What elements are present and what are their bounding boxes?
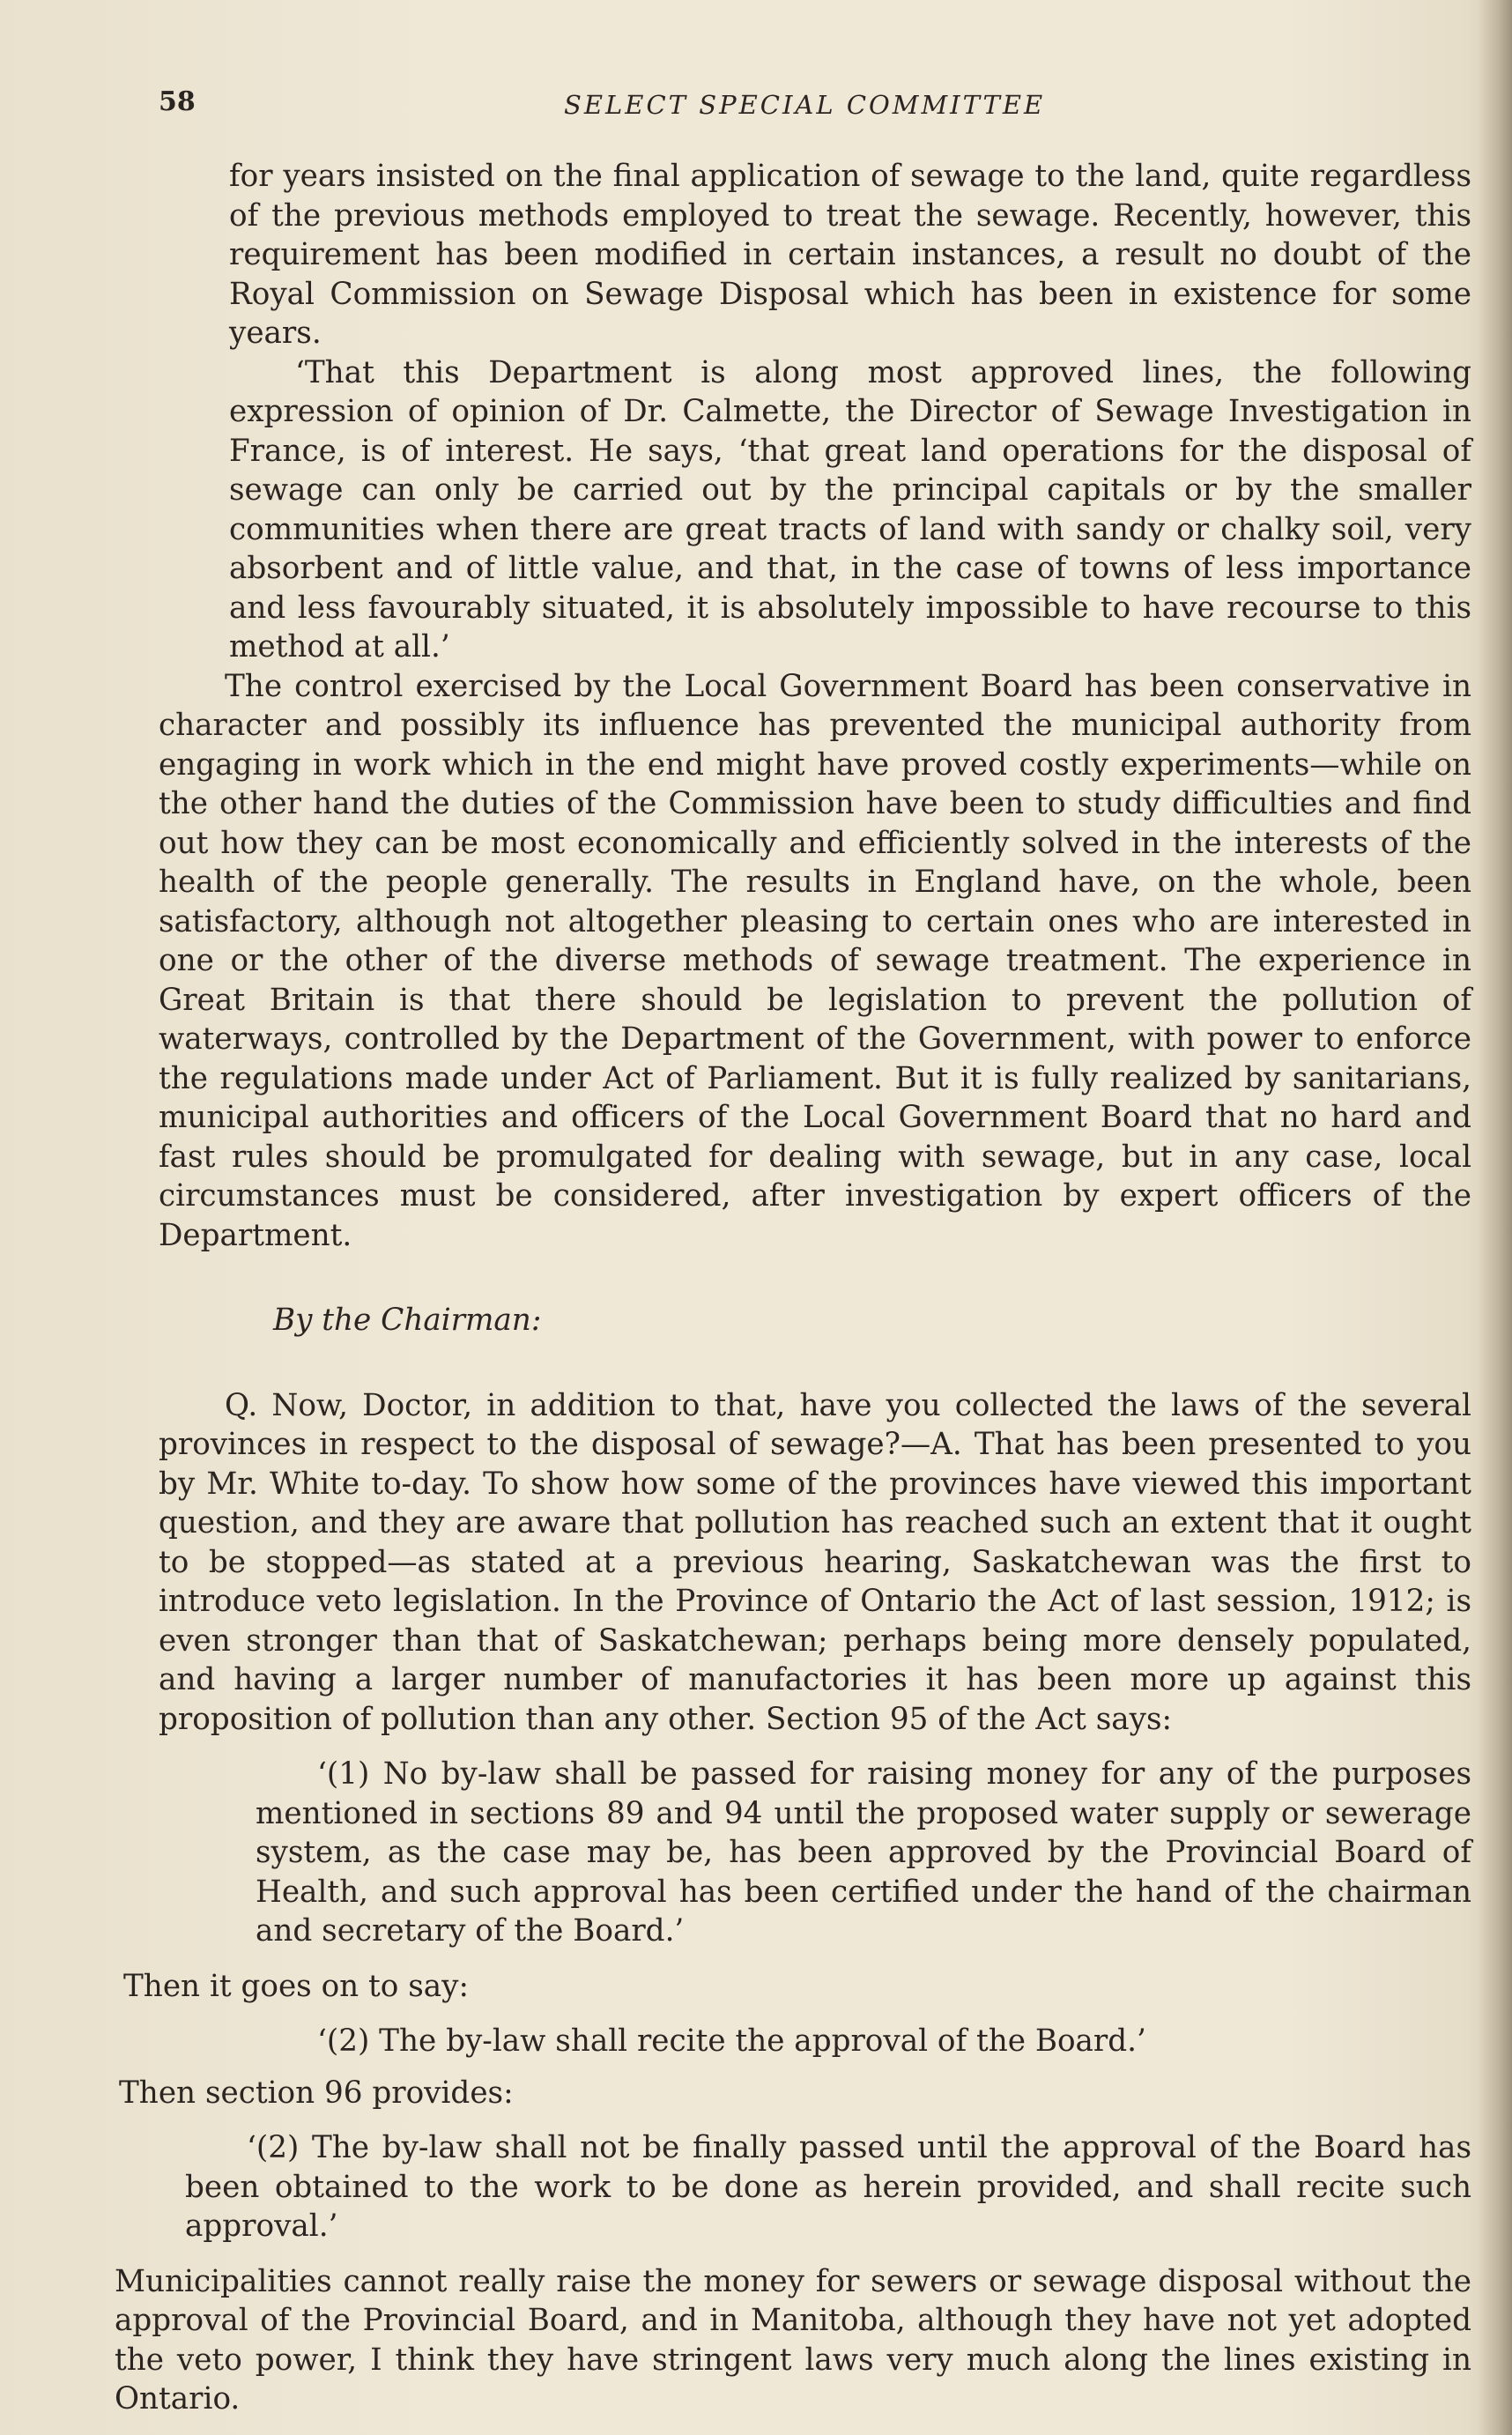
paragraph-4: Q. Now, Doctor, in addition to that, have you collected the laws of the several provinces in respect to the disposal of sewage?—A. That has been presented to you by Mr. White to-day. To show how some of the provinces have viewed this important question, and they are aware that pollution has reached such an extent that it ought to be stopped—as stated at a previous hearing, Saskatchewan was the first to introduce veto legislation. In the Province of Ontario the Act of last session, 1912; is even stronger than that of Saskatchewan; perhaps being more densely populated, and having a larger number of manufactories it has been more up against this proposition of pollution than any other. Section 95 of the Act says:: [159, 1387, 1471, 1737]
page-edge-shadow: [1479, 0, 1512, 2435]
page-body: [115, 157, 1471, 2419]
paragraph-2: ‘That this Department is along most approved lines, the following expression of opinion of Dr. Calmette, the Director of Sewage Investigation in France, is of interest. He says, ‘that great land operations for the disposal of sewage can only be carried out by the principal capitals or by the smaller communities when there are great tracts of land with sandy or chalky soil, very absorbent and of little value, and that, in the case of towns of less importance and less favourably situated, it is absolutely impossible to have recourse to this method at all.’: [229, 354, 1471, 664]
line-then-section-96: Then section 96 provides:: [119, 2075, 514, 2111]
paragraph-5: Municipalities cannot really raise the money for sewers or sewage disposal without the approval of the Provincial Board, and in Manitoba, although they have not yet adopted the veto power, I think they have stringent laws very much along the lines existing in Ontario.: [115, 2263, 1471, 2416]
paragraph-3: The control exercised by the Local Government Board has been conservative in character and possibly its influence has prevented the municipal authority from engaging in work which in the end might have proved costly experiments—while on the other hand the duties of the Commission have been to study difficulties and find out how they can be most economically and efficiently solved in the interests of the health of the people generally. The results in England have, on the whole, been satisfactory, although not altogether pleasing to certain ones who are interested in one or the other of the diverse methods of sewage treatment. The experience in Great Britain is that there should be legislation to prevent the pollution of waterways, controlled by the Department of the Government, with power to enforce the regulations made under Act of Parliament. But it is fully realized by sanitarians, municipal authorities and officers of the Local Government Board that no hard and fast rules should be promulgated for dealing with sewage, but in any case, local circumstances must be considered, after investigation by expert officers of the Department.: [159, 668, 1471, 1253]
running-head: SELECT SPECIAL COMMITTEE: [564, 90, 1046, 120]
page-number: 58: [159, 86, 196, 117]
paragraph-1: for years insisted on the final application of sewage to the land, quite regardless of the previous methods employed to treat the sewage. Recently, however, this requirement has been modified in certain instances, a result no doubt of the Royal Commission on Sewage Disposal which has been in existence for some years.: [229, 159, 1471, 351]
page-header: [159, 86, 1463, 130]
line-then-it-goes-on: Then it goes on to say:: [123, 1968, 470, 2004]
quote-section-96: ‘(2) The by-law shall not be finally passed until the approval of the Board has been obtained to the work to be done as herein provided, and shall recite such approval.’: [185, 2130, 1471, 2244]
quote-section-95: ‘(1) No by-law shall be passed for raising money for any of the purposes mentioned in sections 89 and 94 until the proposed water supply or sewerage system, as the case may be, has been approved by the Provincial Board of Health, and such approval has been certified under the hand of the chairman and secretary of the Board.’: [256, 1756, 1471, 1949]
speaker-heading: By the Chairman:: [273, 1303, 542, 1338]
quote-by-law-recite: ‘(2) The by-law shall recite the approval of the Board.’: [317, 2023, 1146, 2059]
